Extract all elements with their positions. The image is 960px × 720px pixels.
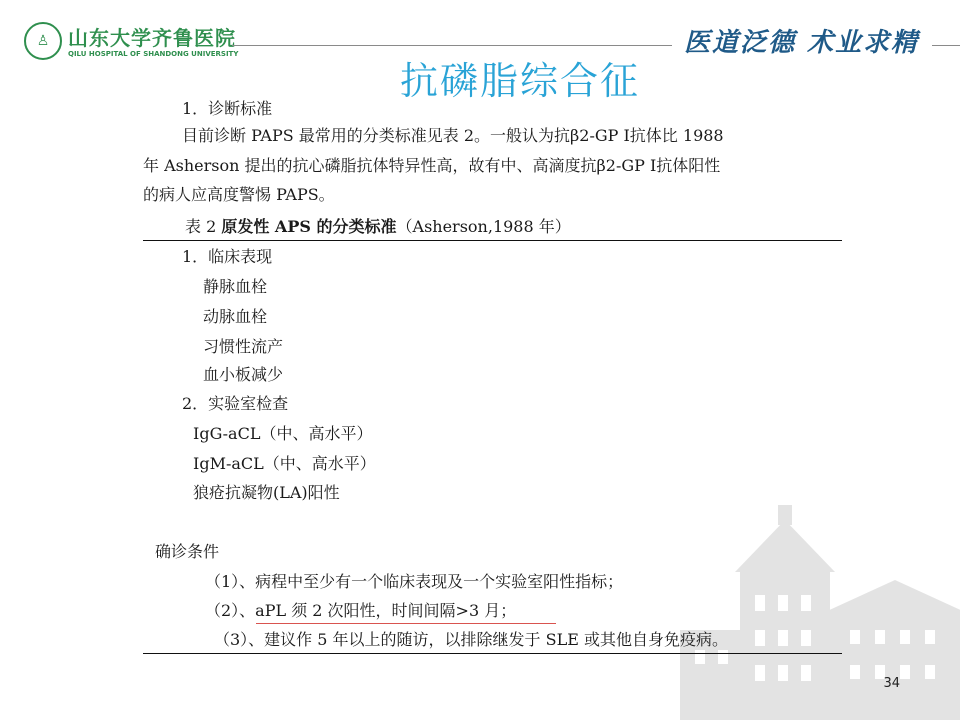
table-bottom-rule [143,653,842,654]
hospital-name-cn: 山东大学齐鲁医院 [68,26,236,50]
page-number: 34 [883,676,900,691]
lab-heading: 2．实验室检查 [182,394,289,413]
hospital-motto: 医道泛德 术业求精 [684,28,920,58]
table-top-rule [143,240,842,241]
lab-item: IgG-aCL（中、高水平） [193,424,373,443]
table-caption [185,216,571,238]
paragraph-line-3: 的病人应高度警惕 PAPS。 [143,185,335,204]
section1-heading: 1．诊断标准 [182,99,273,118]
hospital-emblem-icon: ♙ [24,22,62,60]
table-caption-bold: 原发性 APS 的分类标准 [221,217,397,236]
lab-item: IgM-aCL（中、高水平） [193,454,376,473]
slide-title: 抗磷脂综合征 [399,59,640,103]
hospital-name-en: QILU HOSPITAL OF SHANDONG UNIVERSITY [68,50,239,58]
paragraph-line-1: 目前诊断 PAPS 最常用的分类标准见表 2。一般认为抗β2-GP Ⅰ抗体比 1988 [182,126,724,145]
clinical-item: 血小板减少 [203,365,284,384]
clinical-item: 习惯性流产 [203,337,284,356]
highlight-underline [256,623,556,624]
table-caption-suffix: （Asherson,1988 年） [396,217,571,236]
table-caption-prefix: 表 2 [185,217,222,236]
diagnosis-item: （1）、病程中至少有一个临床表现及一个实验室阳性指标； [205,572,624,591]
paragraph-line-2: 年 Asherson 提出的抗心磷脂抗体特异性高，故有中、高滴度抗β2-GP Ⅰ抗体阳性 [143,156,721,175]
clinical-item: 静脉血栓 [203,277,268,296]
diagnosis-item: （2）、aPL 须 2 次阳性，时间间隔>3 月； [205,601,517,620]
diagnosis-item: （3）、建议作 5 年以上的随访，以排除继发于 SLE 或其他自身免疫病。 [214,630,728,649]
lab-item: 狼疮抗凝物(LA)阳性 [193,483,340,502]
diagnosis-heading: 确诊条件 [155,542,220,561]
clinical-item: 动脉血栓 [203,307,268,326]
clinical-heading: 1．临床表现 [182,247,273,266]
